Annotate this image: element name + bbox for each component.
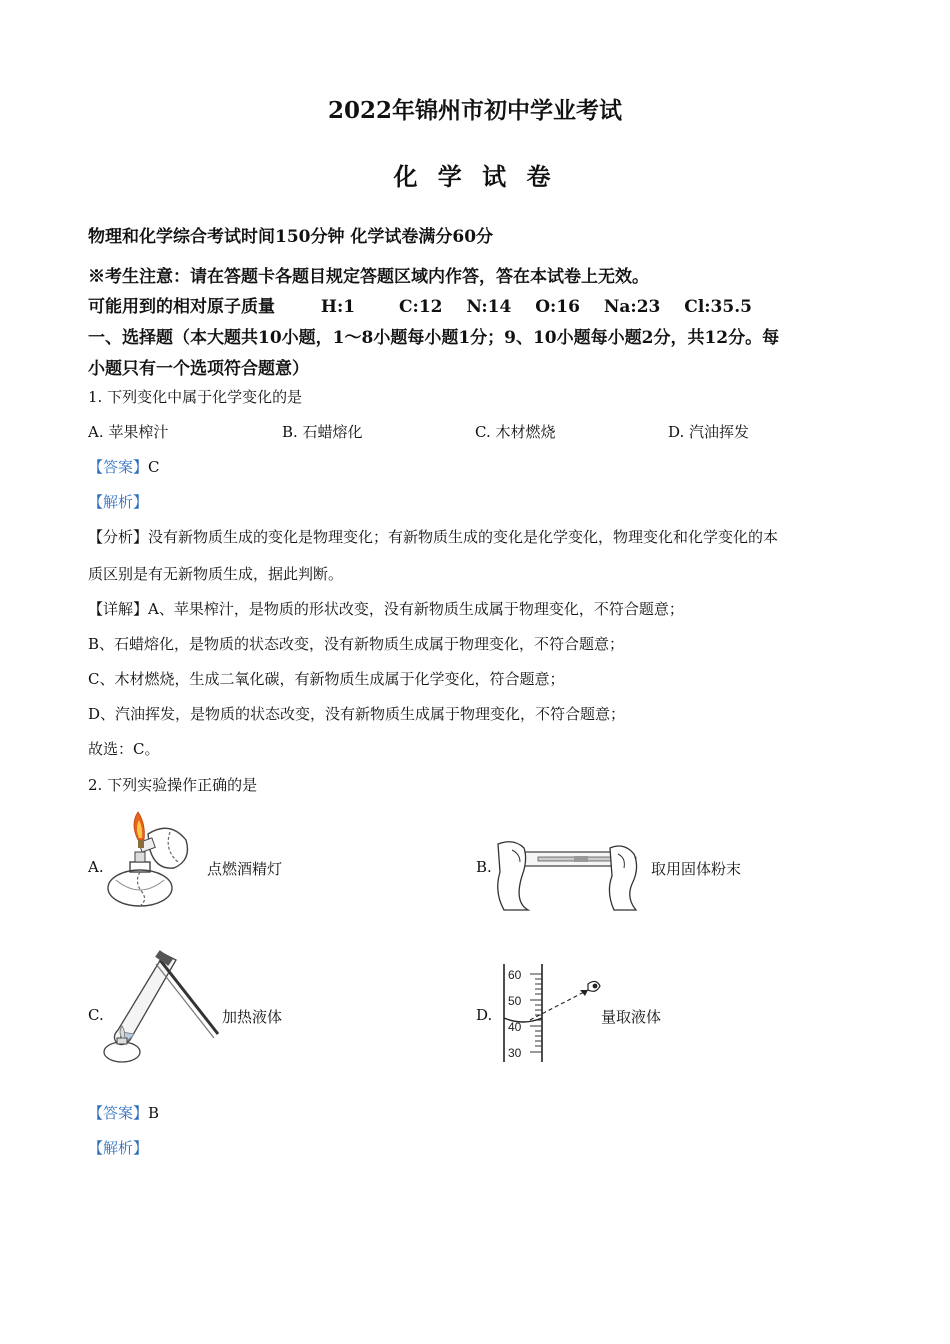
- cylinder-tick-50: 50: [508, 994, 522, 1008]
- alcohol-lamp-lighting-illustration: [100, 810, 200, 915]
- paper-subtitle: 化 学 试 卷: [393, 162, 557, 191]
- atomic-masses-label: 可能用到的相对原子质量: [88, 297, 275, 317]
- q1-answer-value: C: [148, 458, 160, 476]
- q2-option-a-caption: 点燃酒精灯: [207, 860, 283, 878]
- q1-fenxi-text: 没有新物质生成的变化是物理变化；有新物质生成的变化是化学变化，物理变化和化学变化的本: [148, 528, 779, 546]
- q1-answer: [88, 456, 160, 477]
- paper-title: 2022年锦州市初中学业考试: [327, 97, 622, 124]
- q1-detail-d: D、汽油挥发，是物质的状态改变，没有新物质生成属于物理变化，不符合题意；: [88, 705, 626, 723]
- q2-option-c-letter: C.: [88, 1006, 104, 1024]
- cylinder-tick-30: 30: [508, 1046, 522, 1060]
- section-heading: 一、选择题（本大题共10小题，1～8小题每小题1分；9、10小题每小题2分，共12分。每: [88, 328, 780, 348]
- mass-o: O:16: [535, 297, 580, 317]
- q1-detail: [88, 598, 684, 619]
- q1-option-a: A. 苹果榨汁: [88, 423, 169, 441]
- q1-fenxi-label: 【分析】: [88, 528, 149, 546]
- q1-stem: 1. 下列变化中属于化学变化的是: [88, 388, 303, 406]
- q1-analysis-label: 【解析】: [88, 493, 149, 511]
- q1-option-b: B. 石蜡熔化: [282, 423, 363, 441]
- mass-h: H:1: [320, 297, 356, 317]
- exam-info: 物理和化学综合考试时间150分钟 化学试卷满分60分: [88, 227, 494, 247]
- q2-option-b-letter: B.: [476, 858, 492, 876]
- atomic-masses: [88, 292, 752, 317]
- q1-detail-c: C、木材燃烧，生成二氧化碳，有新物质生成属于化学变化，符合题意；: [88, 670, 565, 688]
- q2-option-a-letter: A.: [88, 858, 104, 876]
- q1-detail-label: 【详解】: [88, 600, 149, 618]
- powder-in-test-tube-illustration: [494, 832, 644, 912]
- q1-fenxi-cont: 质区别是有无新物质生成，据此判断。: [88, 565, 344, 583]
- q1-detail-b: B、石蜡熔化，是物质的状态改变，没有新物质生成属于物理变化，不符合题意；: [88, 635, 625, 653]
- q2-option-d-caption: 量取液体: [601, 1008, 662, 1026]
- q2-option-b-caption: 取用固体粉末: [651, 860, 742, 878]
- cylinder-tick-40: 40: [508, 1020, 522, 1034]
- q1-option-c: C. 木材燃烧: [475, 423, 556, 441]
- q2-answer-value: B: [148, 1104, 160, 1122]
- q2-stem: 2. 下列实验操作正确的是: [88, 776, 258, 794]
- mass-na: Na:23: [603, 297, 661, 317]
- q2-option-c-caption: 加热液体: [222, 1008, 283, 1026]
- exam-notice: ※考生注意：请在答题卡各题目规定答题区域内作答，答在本试卷上无效。: [88, 267, 649, 287]
- heating-liquid-illustration: [100, 950, 220, 1066]
- q2-option-d-letter: D.: [476, 1006, 493, 1024]
- q1-fenxi: [88, 526, 778, 547]
- q1-option-d: D. 汽油挥发: [668, 423, 750, 441]
- q2-answer: [88, 1102, 159, 1123]
- mass-c: C:12: [399, 297, 443, 317]
- q2-analysis-label: 【解析】: [88, 1139, 149, 1157]
- q1-answer-label: 【答案】: [88, 458, 149, 476]
- graduated-cylinder-reading-illustration: [500, 962, 610, 1066]
- mass-n: N:14: [466, 297, 512, 317]
- cylinder-tick-60: 60: [508, 968, 522, 982]
- q2-answer-label: 【答案】: [88, 1104, 149, 1122]
- section-heading-cont: 小题只有一个选项符合题意）: [88, 359, 309, 379]
- q1-conclusion: 故选：C。: [88, 740, 160, 758]
- q1-detail-a: A、苹果榨汁，是物质的形状改变，没有新物质生成属于物理变化，不符合题意；: [148, 600, 684, 618]
- mass-cl: Cl:35.5: [684, 297, 752, 317]
